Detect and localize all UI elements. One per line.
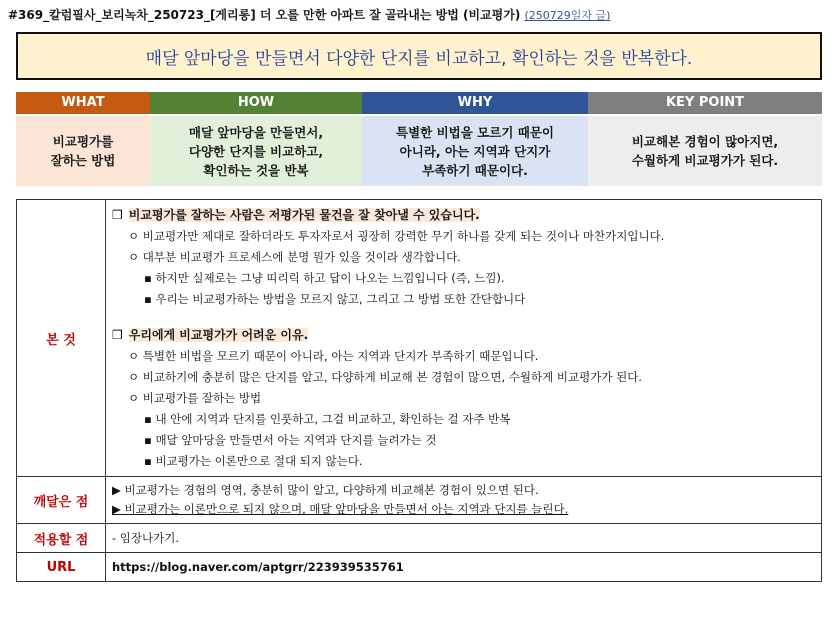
section-title: 비교평가를 잘하는 사람은 저평가된 물건을 잘 찾아낼 수 있습니다. xyxy=(128,208,480,222)
keypoint-header: KEY POINT xyxy=(588,92,822,114)
list-item: ▶ 비교평가는 이론만으로 되지 않으며, 매달 앞마당을 만들면서 아는 지역과 단지를 늘린다. xyxy=(112,502,569,516)
row-label-realized: 깨달은 점 xyxy=(17,477,106,523)
how-line: 다양한 단지를 비교하고, xyxy=(188,143,324,159)
keypoint-line: 수월하게 비교평가가 된다. xyxy=(631,153,779,168)
sub-list-item: ▪ 내 안에 지역과 단지를 인풋하고, 그걸 비교하고, 확인하는 걸 자주 반복 xyxy=(144,412,511,426)
document-title: #369_칼럼필사_보리녹차_250723_[게리롱] 더 오를 만한 아파트 잘 골라내는 방법 (비교평가) xyxy=(8,8,521,22)
sub-list-item: ▪ 매달 앞마당을 만들면서 아는 지역과 단지를 늘려가는 것 xyxy=(144,433,437,447)
observed-content xyxy=(106,200,821,476)
apply-text: - 임장나가기. xyxy=(112,531,180,545)
row-observed xyxy=(17,200,821,477)
keypoint-cell xyxy=(588,116,822,186)
list-item: ▶ 비교평가는 경험의 영역, 충분히 많이 알고, 다양하게 비교해본 경험이 있으면 된다. xyxy=(112,483,539,497)
list-item: ㅇ 특별한 비법을 모르기 때문이 아니라, 아는 지역과 단지가 부족하기 때문입니다. xyxy=(128,349,539,363)
what-header: WHAT xyxy=(16,92,150,114)
list-item: ㅇ 비교평가만 제대로 잘하더라도 투자자로서 굉장히 강력한 무기 하나를 갖게 되는 것이나 마찬가지입니다. xyxy=(128,229,665,243)
section-heading xyxy=(112,324,815,346)
realized-content xyxy=(106,477,821,523)
sub-list-item: ▪ 하지만 실제로는 그냥 띠리릭 하고 답이 나오는 느낌입니다 (즉, 느낌). xyxy=(144,271,505,285)
why-line: 아니라, 아는 지역과 단지가 xyxy=(399,143,551,159)
document-header xyxy=(8,6,610,23)
keypoint-line: 비교해본 경험이 많아지면, xyxy=(631,134,779,149)
how-line: 확인하는 것을 반복 xyxy=(203,162,309,178)
summary-banner: 매달 앞마당을 만들면서 다양한 단지를 비교하고, 확인하는 것을 반복한다. xyxy=(16,32,822,80)
sub-list-item: ▪ 우리는 비교평가하는 방법을 모르지 않고, 그리고 그 방법 또한 간단합니다 xyxy=(144,292,526,306)
row-realized xyxy=(17,477,821,524)
why-cell xyxy=(362,116,588,186)
row-label-observed: 본 것 xyxy=(17,200,106,476)
how-header: HOW xyxy=(150,92,362,114)
summary-grid xyxy=(16,92,822,186)
how-cell xyxy=(150,116,362,186)
section-heading xyxy=(112,204,815,226)
notes-table xyxy=(16,199,822,582)
row-label-url: URL xyxy=(17,553,106,581)
what-cell xyxy=(16,116,150,186)
sub-list-item: ▪ 비교평가는 이론만으로 절대 되지 않는다. xyxy=(144,454,363,468)
checkbox-icon: ❒ xyxy=(112,208,123,222)
section-title: 우리에게 비교평가가 어려운 이유. xyxy=(128,328,309,342)
row-label-apply: 적용할 점 xyxy=(17,524,106,552)
url-link[interactable]: https://blog.naver.com/aptgrr/223939535761 xyxy=(112,560,404,574)
document-date: (250729일자 글) xyxy=(524,9,611,22)
list-item: ㅇ 비교평가를 잘하는 방법 xyxy=(128,391,262,405)
why-line: 특별한 비법을 모르기 때문이 xyxy=(396,124,554,140)
why-line: 부족하기 때문이다. xyxy=(422,162,528,178)
row-apply xyxy=(17,524,821,553)
why-header: WHY xyxy=(362,92,588,114)
checkbox-icon: ❒ xyxy=(112,328,123,342)
what-line: 비교평가를 xyxy=(52,134,114,149)
how-line: 매달 앞마당을 만들면서, xyxy=(188,124,324,140)
list-item: ㅇ 비교하기에 충분히 많은 단지를 알고, 다양하게 비교해 본 경험이 많으면, 수월하게 비교평가가 된다. xyxy=(128,370,642,384)
list-item: ㅇ 대부분 비교평가 프로세스에 분명 뭔가 있을 것이라 생각합니다. xyxy=(128,250,461,264)
what-line: 잘하는 방법 xyxy=(50,153,116,168)
row-url xyxy=(17,553,821,581)
